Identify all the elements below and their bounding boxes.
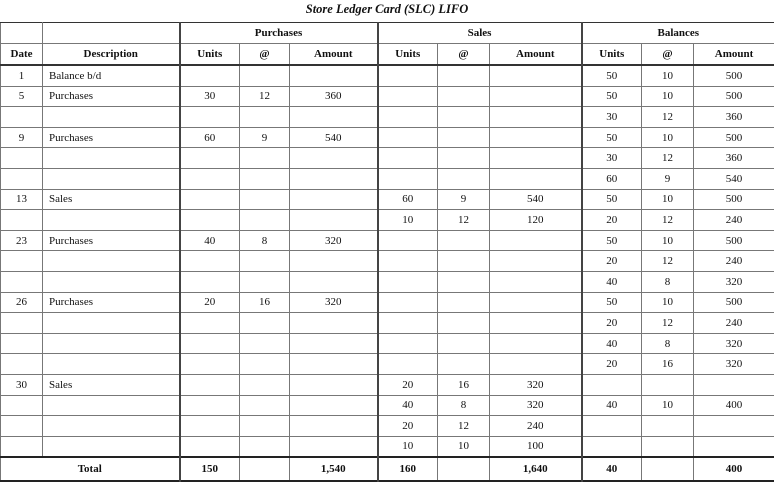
purchase-rate-cell: 9 xyxy=(240,127,290,148)
sale-rate-cell xyxy=(438,271,490,292)
balance-rate-cell: 8 xyxy=(642,333,694,354)
purchase-amount-cell xyxy=(290,148,378,169)
col-header-rate: @ xyxy=(240,44,290,66)
table-row xyxy=(1,65,774,86)
balance-amount-cell: 360 xyxy=(694,107,774,128)
balance-units-cell: 40 xyxy=(582,271,642,292)
page-title: Store Ledger Card (SLC) LIFO xyxy=(305,2,469,16)
sale-amount-cell: 120 xyxy=(490,210,582,231)
purchase-units-cell xyxy=(180,333,240,354)
purchase-rate-cell xyxy=(240,107,290,128)
description-cell: Purchases xyxy=(43,292,180,313)
col-header-amount: Amount xyxy=(290,44,378,66)
sale-rate-cell xyxy=(438,86,490,107)
date-cell xyxy=(1,107,43,128)
balance-amount-cell: 500 xyxy=(694,127,774,148)
purchase-units-cell xyxy=(180,395,240,416)
col-header-amount: Amount xyxy=(694,44,774,66)
purchase-units-cell xyxy=(180,374,240,395)
balance-amount-cell: 500 xyxy=(694,86,774,107)
purchase-amount-cell xyxy=(290,395,378,416)
purchase-units-cell: 20 xyxy=(180,292,240,313)
purchase-amount-cell xyxy=(290,354,378,375)
balance-units-cell: 20 xyxy=(582,251,642,272)
purchase-rate-cell xyxy=(240,189,290,210)
table-row xyxy=(1,107,774,128)
ledger-body xyxy=(1,65,774,481)
purchase-amount-cell xyxy=(290,210,378,231)
group-header-balances: Balances xyxy=(582,23,774,44)
description-cell xyxy=(43,395,180,416)
total-sale-units-cell: 160 xyxy=(378,457,438,481)
balance-rate-cell: 16 xyxy=(642,354,694,375)
balance-units-cell: 40 xyxy=(582,395,642,416)
table-row xyxy=(1,436,774,457)
sale-units-cell xyxy=(378,127,438,148)
balance-units-cell: 60 xyxy=(582,168,642,189)
balance-rate-cell xyxy=(642,436,694,457)
col-header-description: Description xyxy=(43,44,180,66)
table-row xyxy=(1,189,774,210)
col-header-units: Units xyxy=(582,44,642,66)
description-cell: Purchases xyxy=(43,86,180,107)
sale-amount-cell xyxy=(490,86,582,107)
sale-amount-cell: 540 xyxy=(490,189,582,210)
purchase-rate-cell xyxy=(240,313,290,334)
sale-rate-cell xyxy=(438,354,490,375)
balance-rate-cell: 12 xyxy=(642,148,694,169)
purchase-units-cell xyxy=(180,251,240,272)
purchase-rate-cell xyxy=(240,416,290,437)
balance-amount-cell: 320 xyxy=(694,333,774,354)
description-cell: Balance b/d xyxy=(43,65,180,86)
purchase-units-cell xyxy=(180,210,240,231)
date-cell xyxy=(1,313,43,334)
sale-rate-cell xyxy=(438,230,490,251)
purchase-units-cell xyxy=(180,189,240,210)
sale-rate-cell xyxy=(438,292,490,313)
sale-units-cell xyxy=(378,107,438,128)
purchase-rate-cell xyxy=(240,395,290,416)
purchase-units-cell xyxy=(180,436,240,457)
date-cell xyxy=(1,148,43,169)
balance-rate-cell: 12 xyxy=(642,210,694,231)
balance-amount-cell xyxy=(694,436,774,457)
col-header-rate: @ xyxy=(438,44,490,66)
sale-rate-cell: 16 xyxy=(438,374,490,395)
balance-units-cell xyxy=(582,416,642,437)
purchase-amount-cell xyxy=(290,65,378,86)
purchase-amount-cell: 320 xyxy=(290,292,378,313)
column-header-row xyxy=(1,44,774,66)
sale-rate-cell xyxy=(438,251,490,272)
sale-amount-cell: 320 xyxy=(490,395,582,416)
date-cell xyxy=(1,251,43,272)
purchase-amount-cell: 320 xyxy=(290,230,378,251)
balance-units-cell: 50 xyxy=(582,86,642,107)
group-header-row xyxy=(1,23,774,44)
sale-units-cell: 10 xyxy=(378,210,438,231)
date-cell xyxy=(1,168,43,189)
sale-rate-cell: 12 xyxy=(438,416,490,437)
purchase-units-cell xyxy=(180,313,240,334)
purchase-amount-cell xyxy=(290,271,378,292)
purchase-amount-cell xyxy=(290,374,378,395)
table-row xyxy=(1,333,774,354)
col-header-units: Units xyxy=(378,44,438,66)
purchase-units-cell xyxy=(180,168,240,189)
purchase-units-cell: 40 xyxy=(180,230,240,251)
sale-amount-cell xyxy=(490,354,582,375)
purchase-rate-cell: 16 xyxy=(240,292,290,313)
purchase-rate-cell xyxy=(240,374,290,395)
table-row xyxy=(1,292,774,313)
date-cell xyxy=(1,354,43,375)
balance-units-cell: 50 xyxy=(582,230,642,251)
total-balance-rate-cell xyxy=(642,457,694,481)
table-row xyxy=(1,86,774,107)
sale-amount-cell xyxy=(490,65,582,86)
date-cell xyxy=(1,416,43,437)
purchase-amount-cell xyxy=(290,189,378,210)
balance-rate-cell xyxy=(642,374,694,395)
purchase-amount-cell xyxy=(290,436,378,457)
date-cell xyxy=(1,333,43,354)
sale-rate-cell xyxy=(438,107,490,128)
balance-rate-cell: 12 xyxy=(642,313,694,334)
purchase-amount-cell xyxy=(290,333,378,354)
sale-units-cell: 10 xyxy=(378,436,438,457)
total-balance-units-cell: 40 xyxy=(582,457,642,481)
balance-units-cell: 50 xyxy=(582,292,642,313)
purchase-units-cell xyxy=(180,107,240,128)
sale-amount-cell xyxy=(490,292,582,313)
group-header-purchases: Purchases xyxy=(180,23,378,44)
purchase-rate-cell xyxy=(240,65,290,86)
balance-amount-cell: 320 xyxy=(694,271,774,292)
purchase-amount-cell xyxy=(290,251,378,272)
sale-units-cell xyxy=(378,86,438,107)
purchase-units-cell xyxy=(180,148,240,169)
date-cell xyxy=(1,395,43,416)
description-cell xyxy=(43,107,180,128)
date-cell xyxy=(1,210,43,231)
purchase-rate-cell xyxy=(240,354,290,375)
balance-units-cell xyxy=(582,436,642,457)
date-cell: 30 xyxy=(1,374,43,395)
purchase-units-cell xyxy=(180,271,240,292)
description-cell: Sales xyxy=(43,189,180,210)
purchase-rate-cell: 8 xyxy=(240,230,290,251)
sale-amount-cell xyxy=(490,168,582,189)
table-row xyxy=(1,230,774,251)
balance-rate-cell: 10 xyxy=(642,395,694,416)
balance-units-cell: 20 xyxy=(582,313,642,334)
purchase-units-cell: 60 xyxy=(180,127,240,148)
balance-units-cell: 30 xyxy=(582,107,642,128)
balance-amount-cell: 500 xyxy=(694,189,774,210)
sale-rate-cell xyxy=(438,168,490,189)
purchase-amount-cell xyxy=(290,416,378,437)
balance-rate-cell: 10 xyxy=(642,189,694,210)
table-row xyxy=(1,168,774,189)
sale-units-cell xyxy=(378,65,438,86)
total-purchase-units-cell: 150 xyxy=(180,457,240,481)
table-row xyxy=(1,313,774,334)
col-header-units: Units xyxy=(180,44,240,66)
description-cell: Purchases xyxy=(43,230,180,251)
sale-units-cell xyxy=(378,271,438,292)
date-cell: 23 xyxy=(1,230,43,251)
table-row xyxy=(1,395,774,416)
balance-amount-cell: 500 xyxy=(694,292,774,313)
purchase-rate-cell xyxy=(240,436,290,457)
date-cell: 5 xyxy=(1,86,43,107)
total-purchase-rate-cell xyxy=(240,457,290,481)
table-row xyxy=(1,148,774,169)
total-row xyxy=(1,457,774,481)
balance-units-cell xyxy=(582,374,642,395)
table-row xyxy=(1,127,774,148)
sale-amount-cell xyxy=(490,148,582,169)
sale-amount-cell: 240 xyxy=(490,416,582,437)
store-ledger-table xyxy=(0,22,774,482)
sale-amount-cell xyxy=(490,107,582,128)
table-row xyxy=(1,271,774,292)
purchase-rate-cell xyxy=(240,251,290,272)
balance-amount-cell: 240 xyxy=(694,210,774,231)
sale-units-cell xyxy=(378,148,438,169)
purchase-units-cell xyxy=(180,354,240,375)
purchase-rate-cell xyxy=(240,210,290,231)
sale-units-cell xyxy=(378,292,438,313)
purchase-rate-cell xyxy=(240,271,290,292)
sale-units-cell: 60 xyxy=(378,189,438,210)
sale-units-cell: 40 xyxy=(378,395,438,416)
sale-rate-cell: 9 xyxy=(438,189,490,210)
description-cell xyxy=(43,333,180,354)
total-purchase-amount-cell: 1,540 xyxy=(290,457,378,481)
description-cell: Purchases xyxy=(43,127,180,148)
purchase-amount-cell: 360 xyxy=(290,86,378,107)
sale-units-cell xyxy=(378,251,438,272)
sale-units-cell xyxy=(378,333,438,354)
total-label: Total xyxy=(1,457,180,481)
balance-amount-cell xyxy=(694,374,774,395)
balance-rate-cell xyxy=(642,416,694,437)
total-balance-amount-cell: 400 xyxy=(694,457,774,481)
balance-units-cell: 20 xyxy=(582,354,642,375)
col-header-date: Date xyxy=(1,44,43,66)
sale-units-cell: 20 xyxy=(378,374,438,395)
sale-amount-cell xyxy=(490,313,582,334)
balance-amount-cell: 540 xyxy=(694,168,774,189)
date-cell: 9 xyxy=(1,127,43,148)
description-cell xyxy=(43,251,180,272)
balance-amount-cell: 320 xyxy=(694,354,774,375)
balance-rate-cell: 10 xyxy=(642,230,694,251)
balance-amount-cell: 240 xyxy=(694,313,774,334)
col-header-rate: @ xyxy=(642,44,694,66)
sale-units-cell xyxy=(378,230,438,251)
balance-rate-cell: 10 xyxy=(642,127,694,148)
purchase-amount-cell xyxy=(290,168,378,189)
date-cell: 1 xyxy=(1,65,43,86)
sale-rate-cell xyxy=(438,127,490,148)
balance-units-cell: 30 xyxy=(582,148,642,169)
balance-units-cell: 50 xyxy=(582,127,642,148)
balance-amount-cell: 400 xyxy=(694,395,774,416)
balance-amount-cell: 500 xyxy=(694,230,774,251)
purchase-rate-cell xyxy=(240,148,290,169)
col-header-amount: Amount xyxy=(490,44,582,66)
balance-amount-cell: 240 xyxy=(694,251,774,272)
sale-units-cell xyxy=(378,168,438,189)
purchase-units-cell xyxy=(180,416,240,437)
purchase-rate-cell xyxy=(240,333,290,354)
date-cell: 26 xyxy=(1,292,43,313)
sale-rate-cell: 8 xyxy=(438,395,490,416)
purchase-amount-cell xyxy=(290,107,378,128)
sale-units-cell: 20 xyxy=(378,416,438,437)
balance-units-cell: 50 xyxy=(582,189,642,210)
group-header-sales: Sales xyxy=(378,23,582,44)
balance-amount-cell xyxy=(694,416,774,437)
balance-units-cell: 40 xyxy=(582,333,642,354)
sale-rate-cell: 12 xyxy=(438,210,490,231)
table-row xyxy=(1,210,774,231)
total-sale-amount-cell: 1,640 xyxy=(490,457,582,481)
table-row xyxy=(1,374,774,395)
description-cell xyxy=(43,354,180,375)
balance-rate-cell: 8 xyxy=(642,271,694,292)
sale-amount-cell xyxy=(490,230,582,251)
sale-amount-cell: 320 xyxy=(490,374,582,395)
total-sale-rate-cell xyxy=(438,457,490,481)
sale-amount-cell: 100 xyxy=(490,436,582,457)
description-cell xyxy=(43,148,180,169)
balance-rate-cell: 10 xyxy=(642,86,694,107)
sale-amount-cell xyxy=(490,333,582,354)
balance-rate-cell: 9 xyxy=(642,168,694,189)
description-cell: Sales xyxy=(43,374,180,395)
purchase-rate-cell: 12 xyxy=(240,86,290,107)
balance-amount-cell: 500 xyxy=(694,65,774,86)
description-cell xyxy=(43,271,180,292)
purchase-amount-cell xyxy=(290,313,378,334)
balance-rate-cell: 10 xyxy=(642,292,694,313)
sale-rate-cell xyxy=(438,313,490,334)
sale-units-cell xyxy=(378,354,438,375)
sale-rate-cell xyxy=(438,148,490,169)
sale-amount-cell xyxy=(490,251,582,272)
purchase-units-cell xyxy=(180,65,240,86)
balance-rate-cell: 10 xyxy=(642,65,694,86)
date-cell: 13 xyxy=(1,189,43,210)
date-cell xyxy=(1,436,43,457)
balance-rate-cell: 12 xyxy=(642,251,694,272)
purchase-amount-cell: 540 xyxy=(290,127,378,148)
sale-units-cell xyxy=(378,313,438,334)
sale-amount-cell xyxy=(490,127,582,148)
description-cell xyxy=(43,436,180,457)
balance-rate-cell: 12 xyxy=(642,107,694,128)
date-cell xyxy=(1,271,43,292)
balance-units-cell: 50 xyxy=(582,65,642,86)
description-cell xyxy=(43,416,180,437)
balance-amount-cell: 360 xyxy=(694,148,774,169)
sale-rate-cell xyxy=(438,65,490,86)
description-cell xyxy=(43,168,180,189)
balance-units-cell: 20 xyxy=(582,210,642,231)
description-cell xyxy=(43,210,180,231)
table-row xyxy=(1,354,774,375)
sale-rate-cell xyxy=(438,333,490,354)
purchase-rate-cell xyxy=(240,168,290,189)
table-row xyxy=(1,251,774,272)
table-row xyxy=(1,416,774,437)
purchase-units-cell: 30 xyxy=(180,86,240,107)
sale-rate-cell: 10 xyxy=(438,436,490,457)
description-cell xyxy=(43,313,180,334)
sale-amount-cell xyxy=(490,271,582,292)
